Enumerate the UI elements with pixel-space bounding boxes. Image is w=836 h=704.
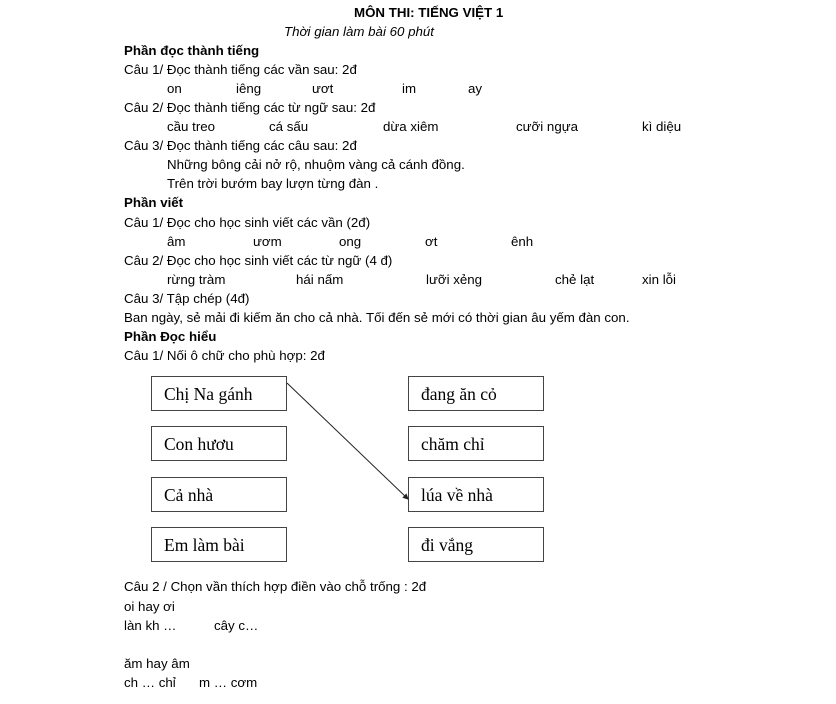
question-3-label: Câu 3/ Đọc thành tiếng các câu sau: 2đ bbox=[124, 138, 357, 153]
sentence-line: Trên trời bướm bay lượn từng đàn . bbox=[167, 176, 379, 191]
word-item: rừng tràm bbox=[167, 272, 226, 287]
rhyme-item: on bbox=[167, 81, 182, 96]
section-heading-comprehension: Phần Đọc hiểu bbox=[124, 329, 217, 344]
word-item: xin lỗi bbox=[642, 272, 676, 287]
word-item: kì diệu bbox=[642, 119, 682, 134]
question-1-label: Câu 1/ Nối ô chữ cho phù hợp: 2đ bbox=[124, 348, 325, 363]
question-2-label: Câu 2/ Đọc thành tiếng các từ ngữ sau: 2đ bbox=[124, 100, 376, 115]
rhyme-options: ăm hay âm bbox=[124, 656, 190, 671]
question-2-label: Câu 2/ Đọc cho học sinh viết các từ ngữ (4 đ) bbox=[124, 253, 393, 268]
word-item: cưỡi ngựa bbox=[516, 119, 579, 134]
exam-duration: Thời gian làm bài 60 phút bbox=[284, 24, 434, 39]
question-2-label: Câu 2 / Chọn vần thích hợp điền vào chỗ trống : 2đ bbox=[124, 579, 427, 594]
fill-blank-item: ch … chỉ bbox=[124, 675, 176, 690]
rhyme-item: im bbox=[402, 81, 417, 96]
fill-blank-item: làn kh … bbox=[124, 618, 177, 633]
rhyme-item: ơt bbox=[425, 234, 438, 249]
match-left-box: Em làm bài bbox=[151, 527, 287, 562]
rhyme-item: ong bbox=[339, 234, 362, 249]
match-left-box: Cả nhà bbox=[151, 477, 287, 512]
word-item: cá sấu bbox=[269, 119, 309, 134]
word-item: lưỡi xẻng bbox=[426, 272, 483, 287]
rhyme-item: ươm bbox=[253, 234, 282, 249]
rhyme-item: âm bbox=[167, 234, 186, 249]
word-item: chẻ lạt bbox=[555, 272, 595, 287]
match-right-box: đang ăn cỏ bbox=[408, 376, 544, 411]
match-left-box: Con hươu bbox=[151, 426, 287, 461]
copy-text: Ban ngày, sẻ mải đi kiếm ăn cho cả nhà. Tối đến sẻ mới có thời gian âu yếm đàn con. bbox=[124, 310, 630, 325]
fill-blank-item: m … cơm bbox=[199, 675, 258, 690]
section-heading-reading-aloud: Phần đọc thành tiếng bbox=[124, 43, 260, 58]
match-right-box: đi vắng bbox=[408, 527, 544, 562]
word-item: cầu treo bbox=[167, 119, 216, 134]
match-connector-arrow bbox=[287, 383, 408, 499]
question-1-label: Câu 1/ Đọc cho học sinh viết các vần (2đ) bbox=[124, 215, 371, 230]
rhyme-item: ươt bbox=[312, 81, 334, 96]
rhyme-item: ay bbox=[468, 81, 483, 96]
sentence-line: Những bông cải nở rộ, nhuộm vàng cả cánh đồng. bbox=[167, 157, 465, 172]
rhyme-options: oi hay ơi bbox=[124, 599, 175, 614]
question-1-label: Câu 1/ Đọc thành tiếng các vần sau: 2đ bbox=[124, 62, 357, 77]
match-right-box: lúa về nhà bbox=[408, 477, 544, 512]
match-left-box: Chị Na gánh bbox=[151, 376, 287, 411]
exam-title: MÔN THI: TIẾNG VIỆT 1 bbox=[354, 5, 504, 20]
question-3-label: Câu 3/ Tập chép (4đ) bbox=[124, 291, 250, 306]
word-item: hái nấm bbox=[296, 272, 344, 287]
section-heading-writing: Phần viết bbox=[124, 195, 184, 210]
rhyme-item: ênh bbox=[511, 234, 534, 249]
word-item: dừa xiêm bbox=[383, 119, 439, 134]
match-right-box: chăm chỉ bbox=[408, 426, 544, 461]
fill-blank-item: cây c… bbox=[214, 618, 259, 633]
rhyme-item: iêng bbox=[236, 81, 262, 96]
